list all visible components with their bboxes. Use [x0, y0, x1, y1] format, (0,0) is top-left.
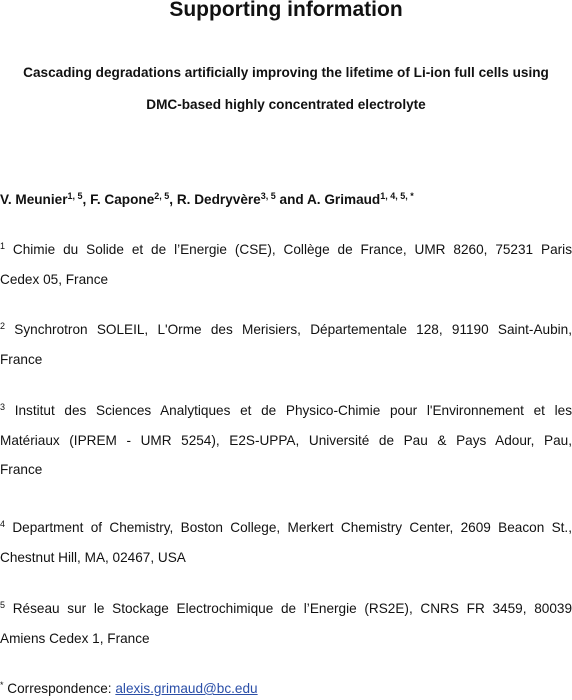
affiliation-line: $^3$ Institut des Sciences Analytiques et de Physico-Chimie pour l'Environnement et les [0, 402, 572, 418]
affiliation-line: $^5$ Réseau sur le Stockage Electrochimique de l’Energie (RS2E), CNRS FR 3459, 80039 [0, 600, 572, 616]
affiliation-number: 2 [0, 321, 6, 331]
affiliation-4 [0, 513, 572, 572]
author-affiliation-marks: 1, 5 [67, 191, 83, 201]
affiliation-line: Matériaux (IPREM - UMR 5254), E2S-UPPA, Université de Pau & Pays Adour, Pau, [0, 432, 572, 448]
author-affiliation-marks: 3, 5 [260, 191, 276, 201]
paper-title [0, 57, 572, 121]
author-separator: , [169, 192, 177, 207]
author-name: F. Capone [90, 192, 155, 207]
affiliation-3 [0, 396, 572, 485]
affiliation-number: 1 [0, 241, 6, 251]
author-name: V. Meunier [0, 192, 68, 207]
page-heading: Supporting information [169, 0, 403, 21]
affiliation-2 [0, 315, 572, 374]
paper-title-line-2: DMC-based highly concentrated electrolyte [146, 97, 426, 112]
author-separator: , [82, 192, 91, 207]
correspondence-label: Correspondence: [3, 681, 116, 696]
correspondence [0, 678, 572, 700]
affiliation-line: Amiens Cedex 1, France [0, 630, 150, 646]
author-list [0, 186, 572, 214]
affiliation-1 [0, 235, 572, 294]
author-name: A. Grimaud [306, 192, 381, 207]
affiliation-line: $^2$ Synchrotron SOLEIL, L'Orme des Merisiers, Départementale 128, 91190 Saint-Aubin, [0, 321, 572, 337]
author-affiliation-marks: 1, 4, 5, * [380, 191, 414, 201]
paper-title-line-1: Cascading degradations artificially improving the lifetime of Li-ion full cells using [23, 65, 549, 80]
affiliation-number: 4 [0, 519, 6, 529]
author-affiliation-marks: 2, 5 [154, 191, 170, 201]
affiliation-number: 5 [0, 600, 6, 610]
affiliation-line: France [0, 351, 43, 367]
affiliation-line: France [0, 462, 43, 478]
affiliation-line: Chestnut Hill, MA, 02467, USA [0, 549, 186, 565]
affiliation-line: $^1$ Chimie du Solide et de l’Energie (CSE), Collège de France, UMR 8260, 75231 Paris [0, 241, 572, 257]
author-name: R. Dedryvère [176, 192, 261, 207]
correspondence-email-link[interactable]: alexis.grimaud@bc.edu [115, 681, 258, 696]
affiliation-number: 3 [0, 402, 6, 412]
affiliation-line: $^4$ Department of Chemistry, Boston College, Merkert Chemistry Center, 2609 Beacon St., [0, 519, 572, 535]
author-separator: and [275, 192, 307, 207]
affiliation-line: Cedex 05, France [0, 271, 109, 287]
affiliation-5 [0, 594, 572, 653]
correspondence-star: * [0, 680, 4, 690]
